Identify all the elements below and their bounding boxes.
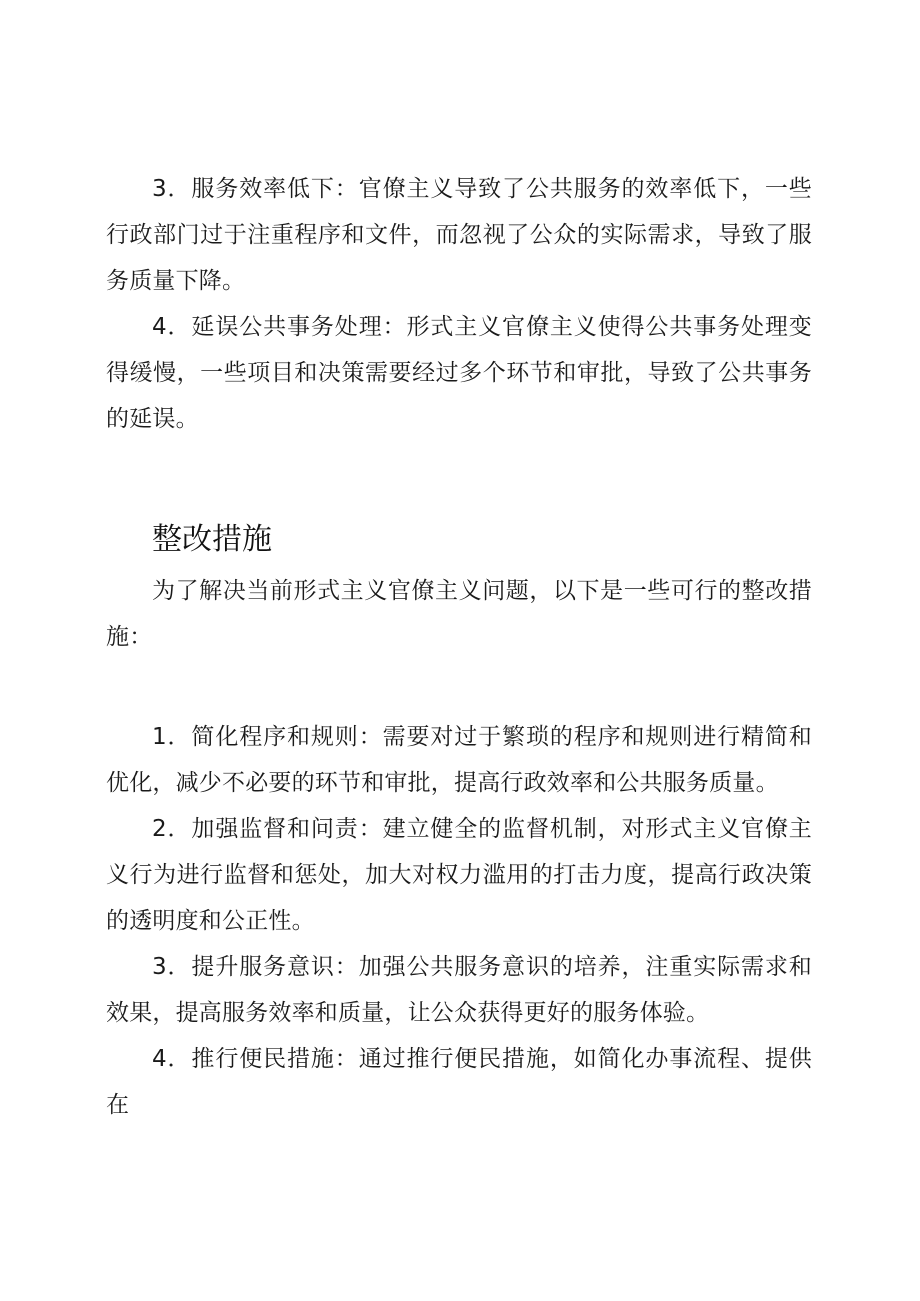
section-heading: 整改措施 bbox=[152, 522, 272, 557]
paragraph-service-efficiency: 3．服务效率低下：官僚主义导致了公共服务的效率低下，一些行政部门过于注重程序和文件，而忽视了公众的实际需求，导致了服务质量下降。 bbox=[106, 176, 812, 294]
measure-simplify-procedures: 1．简化程序和规则：需要对过于繁琐的程序和规则进行精简和优化，减少不必要的环节和审批，提高行政效率和公共服务质量。 bbox=[106, 724, 812, 796]
section-intro: 为了解决当前形式主义官僚主义问题，以下是一些可行的整改措施： bbox=[106, 578, 812, 650]
measure-service-awareness: 3．提升服务意识：加强公共服务意识的培养，注重实际需求和效果，提高服务效率和质量，让公众获得更好的服务体验。 bbox=[106, 954, 812, 1026]
measure-strengthen-supervision: 2．加强监督和问责：建立健全的监督机制，对形式主义官僚主义行为进行监督和惩处，加大对权力滥用的打击力度，提高行政决策的透明度和公正性。 bbox=[106, 816, 812, 934]
paragraph-delayed-affairs: 4．延误公共事务处理：形式主义官僚主义使得公共事务处理变得缓慢，一些项目和决策需要经过多个环节和审批，导致了公共事务的延误。 bbox=[106, 314, 812, 432]
measure-convenience: 4．推行便民措施：通过推行便民措施，如简化办事流程、提供在 bbox=[106, 1046, 812, 1118]
